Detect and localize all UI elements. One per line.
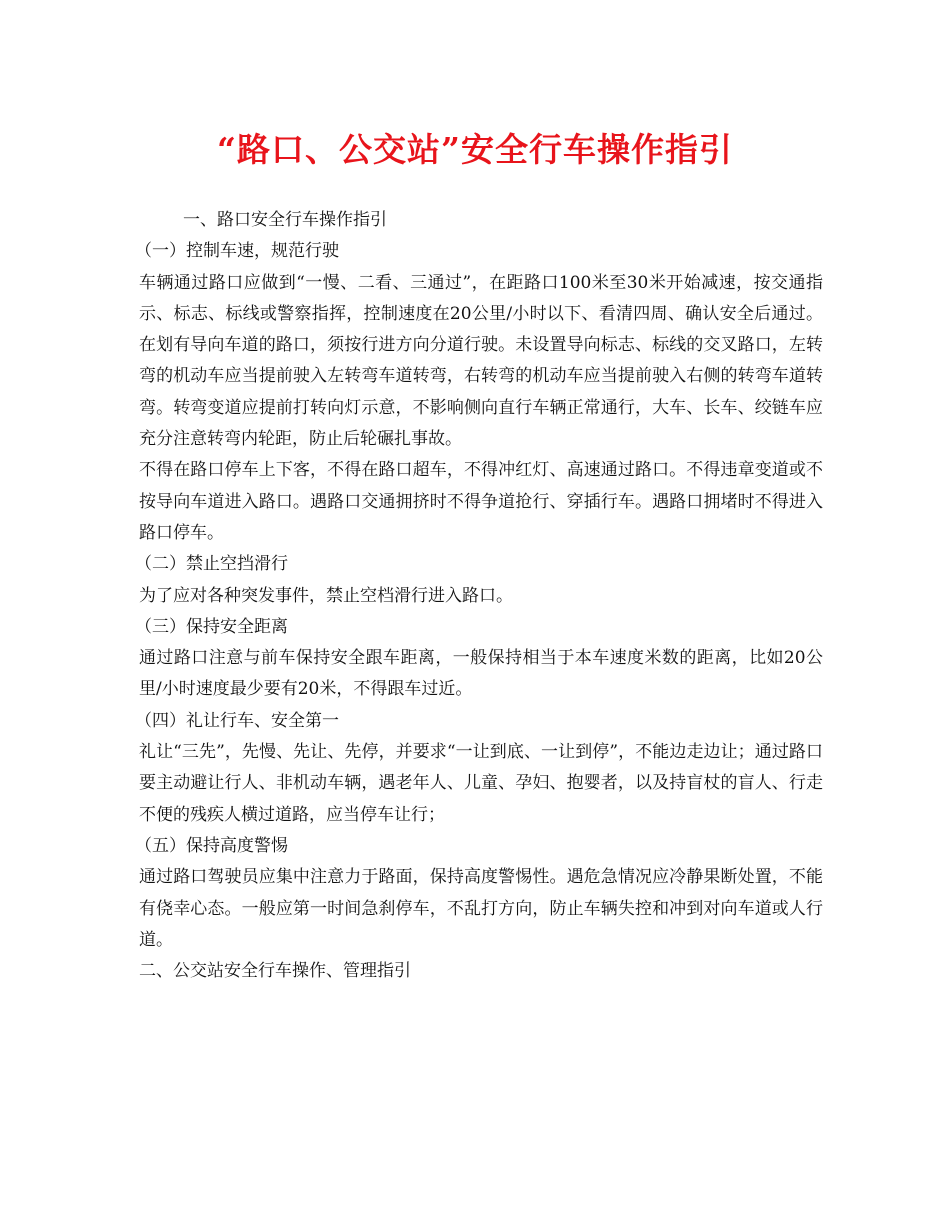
paragraph-1: 车辆通过路口应做到“一慢、二看、三通过”，在距路口100米至30米开始减速，按交通指示、标志、标线或警察指挥，控制速度在20公里/小时以下、看清四周、确认安全后通过。在划有导向车道的路口，须按行进方向分道行驶。未设置导向标志、标线的交叉路口，左转弯的机动车应当提前驶入左转弯车道转弯，右转弯的机动车应当提前驶入右侧的转弯车道转弯。转弯变道应提前打转向灯示意，不影响侧向直行车辆正常通行，大车、长车、绞链车应充分注意转弯内轮距，防止后轮碾扎事故。 bbox=[139, 272, 823, 450]
subsection-heading-5: （五）保持高度警惕 bbox=[135, 835, 288, 856]
subsection-heading-2: （二）禁止空挡滑行 bbox=[135, 554, 288, 575]
paragraph-5: 礼让“三先”，先慢、先让、先停，并要求“一让到底、一让到停”，不能边走边让；通过路口要主动避让行人、非机动车辆，遇老年人、儿童、孕妇、抱婴者，以及持盲杖的盲人、行走不便的残疾人横过道路，应当停车让行； bbox=[139, 742, 823, 825]
subsection-heading-4: （四）礼让行车、安全第一 bbox=[135, 710, 339, 731]
document-body bbox=[135, 205, 823, 987]
paragraph-6: 通过路口驾驶员应集中注意力于路面，保持高度警惕性。遇危急情况应冷静果断处置，不能有侥幸心态。一般应第一时间急刹停车，不乱打方向，防止车辆失控和冲到对向车道或人行道。 bbox=[139, 867, 823, 950]
section-heading-2: 二、公交站安全行车操作、管理指引 bbox=[139, 961, 411, 982]
subsection-heading-3: （三）保持安全距离 bbox=[135, 616, 288, 637]
section-heading-1: 一、路口安全行车操作指引 bbox=[183, 210, 387, 230]
paragraph-3: 为了应对各种突发事件，禁止空档滑行进入路口。 bbox=[139, 585, 513, 606]
paragraph-2: 不得在路口停车上下客，不得在路口超车，不得冲红灯、高速通过路口。不得违章变道或不按导向车道进入路口。遇路口交通拥挤时不得争道抢行、穿插行车。遇路口拥堵时不得进入路口停车。 bbox=[139, 460, 823, 543]
document-title: “路口、公交站”安全行车操作指引 bbox=[217, 130, 733, 169]
paragraph-4: 通过路口注意与前车保持安全跟车距离，一般保持相当于本车速度米数的距离，比如20公里/小时速度最少要有20米，不得跟车过近。 bbox=[139, 648, 823, 700]
subsection-heading-1: （一）控制车速，规范行驶 bbox=[135, 241, 339, 262]
